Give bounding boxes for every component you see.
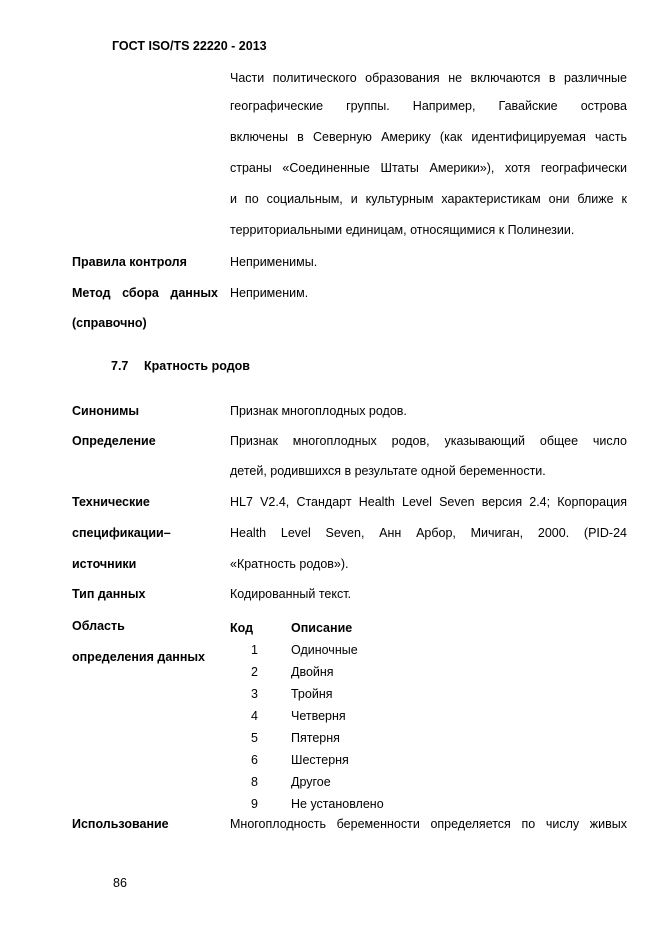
rules-value: Неприменимы. <box>230 255 318 269</box>
continuation-line-2: географические группы. Например, Гавайские острова <box>230 99 627 113</box>
domain-header-desc: Описание <box>291 621 353 635</box>
domain-desc: Четверня <box>291 709 346 723</box>
continuation-line-4: страны «Соединенные Штаты Америки»), хотя географически <box>230 161 627 175</box>
domain-desc: Другое <box>291 775 331 789</box>
domain-code: 1 <box>251 643 258 657</box>
method-label: Метод сбора данных <box>72 286 218 300</box>
domain-header-code: Код <box>230 621 254 635</box>
tech-line-2: Health Level Seven, Анн Арбор, Мичиган, 2000. (PID-24 <box>230 526 627 540</box>
datatype-label: Тип данных <box>72 587 146 601</box>
continuation-line-6: территориальными единицам, относящимися к Полинезии. <box>230 223 575 237</box>
method-value: Неприменим. <box>230 286 309 300</box>
definition-line-2: детей, родившихся в результате одной беременности. <box>230 464 546 478</box>
section-title: Кратность родов <box>144 359 250 373</box>
domain-code: 4 <box>251 709 258 723</box>
datatype-value: Кодированный текст. <box>230 587 352 601</box>
continuation-line-3: включены в Северную Америку (как идентифицируемая часть <box>230 130 627 144</box>
usage-line: Многоплодность беременности определяется по числу живых <box>230 817 627 831</box>
domain-desc: Одиночные <box>291 643 358 657</box>
domain-desc: Двойня <box>291 665 334 679</box>
continuation-line-1: Части политического образования не включаются в различные <box>230 71 627 85</box>
continuation-line-5: и по социальным, и культурным характеристикам они ближе к <box>230 192 627 206</box>
domain-code: 8 <box>251 775 258 789</box>
section-number: 7.7 <box>111 359 129 373</box>
domain-desc: Пятерня <box>291 731 340 745</box>
domain-code: 2 <box>251 665 258 679</box>
method-label-note: (справочно) <box>72 316 147 330</box>
domain-label-line-2: определения данных <box>72 650 206 664</box>
domain-label-line-1: Область <box>72 619 125 633</box>
tech-label-line-1: Технические <box>72 495 150 509</box>
document-header: ГОСТ ISO/TS 22220 - 2013 <box>112 39 267 53</box>
domain-code: 9 <box>251 797 258 811</box>
domain-desc: Шестерня <box>291 753 349 767</box>
tech-label-line-3: источники <box>72 557 137 571</box>
domain-code: 6 <box>251 753 258 767</box>
domain-code: 5 <box>251 731 258 745</box>
page-number: 86 <box>113 876 127 890</box>
tech-line-1: HL7 V2.4, Стандарт Health Level Seven версия 2.4; Корпорация <box>230 495 627 509</box>
usage-label: Использование <box>72 817 169 831</box>
domain-code: 3 <box>251 687 258 701</box>
definition-line-1: Признак многоплодных родов, указывающий общее число <box>230 434 627 448</box>
tech-label-line-2: спецификации– <box>72 526 171 540</box>
rules-label: Правила контроля <box>72 255 187 269</box>
domain-desc: Не установлено <box>291 797 384 811</box>
synonyms-value: Признак многоплодных родов. <box>230 404 407 418</box>
synonyms-label: Синонимы <box>72 404 140 418</box>
definition-label: Определение <box>72 434 156 448</box>
tech-line-3: «Кратность родов»). <box>230 557 349 571</box>
domain-desc: Тройня <box>291 687 333 701</box>
